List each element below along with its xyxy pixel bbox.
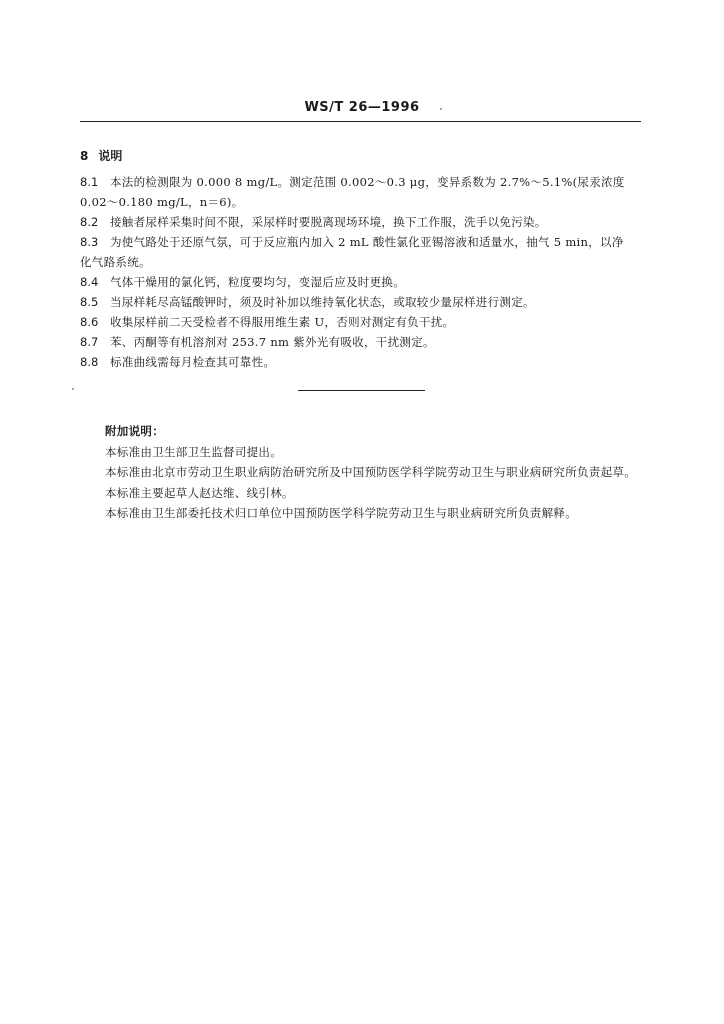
item-text: 标准曲线需每月检查其可靠性。: [110, 355, 276, 369]
list-item: [80, 232, 650, 272]
list-item: [80, 332, 650, 352]
addendum-paragraph: 本标准由卫生部委托技术归口单位中国预防医学科学院劳动卫生与职业病研究所负责解释。: [105, 506, 577, 520]
section-title: 说明: [98, 149, 123, 163]
list-item: [80, 272, 650, 292]
item-number: 8.5: [80, 295, 99, 309]
scan-speck: [72, 388, 74, 390]
item-text: 本法的检测限为 0.000 8 mg/L。测定范围 0.002～0.3 μg，变异系数为 2.7%～5.1%(尿汞浓度: [110, 175, 625, 189]
header-rule: [80, 121, 641, 122]
item-text: 接触者尿样采集时间不限，采尿样时要脱离现场环境，换下工作服，洗手以免污染。: [110, 215, 547, 229]
item-number: 8.1: [80, 175, 99, 189]
list-item: [80, 312, 650, 332]
list-item: [80, 352, 650, 372]
addendum-paragraph: 本标准由北京市劳动卫生职业病防治研究所及中国预防医学科学院劳动卫生与职业病研究所负责起草。: [105, 465, 636, 479]
item-number: 8.6: [80, 315, 99, 329]
list-item: [80, 172, 650, 212]
item-text: 苯、丙酮等有机溶剂对 253.7 nm 紫外光有吸收，干扰测定。: [110, 335, 435, 349]
item-number: 8.3: [80, 235, 99, 249]
item-number: 8.2: [80, 215, 99, 229]
item-text: 气体干燥用的氯化钙，粒度要均匀，变湿后应及时更换。: [110, 275, 405, 289]
addendum-title: 附加说明：: [105, 424, 164, 438]
item-text: 为使气路处于还原气氛，可于反应瓶内加入 2 mL 酸性氯化亚锡溶液和适量水，抽气 5 min，以净: [110, 235, 624, 249]
document-code: WS/T 26—1996: [304, 100, 420, 115]
list-item: [80, 212, 650, 232]
section-number: 8: [80, 149, 89, 163]
section-divider: [298, 390, 425, 391]
scan-speck: [440, 108, 442, 110]
addendum: [80, 421, 650, 524]
item-text-continued: 化气路系统。: [80, 255, 151, 269]
addendum-paragraph: 本标准主要起草人赵达维、线引林。: [105, 485, 294, 500]
section-heading: [80, 147, 122, 164]
addendum-paragraph: 本标准由卫生部卫生监督司提出。: [105, 444, 282, 459]
item-number: 8.4: [80, 275, 99, 289]
item-text-continued: 0.02～0.180 mg/L，n＝6)。: [80, 195, 244, 209]
item-number: 8.7: [80, 335, 99, 349]
item-list: [80, 172, 650, 372]
item-number: 8.8: [80, 355, 99, 369]
list-item: [80, 292, 650, 312]
item-text: 当尿样耗尽高锰酸钾时，须及时补加以维持氧化状态，或取较少量尿样进行测定。: [110, 295, 535, 309]
item-text: 收集尿样前二天受检者不得服用维生素 U，否则对测定有负干扰。: [110, 315, 455, 329]
